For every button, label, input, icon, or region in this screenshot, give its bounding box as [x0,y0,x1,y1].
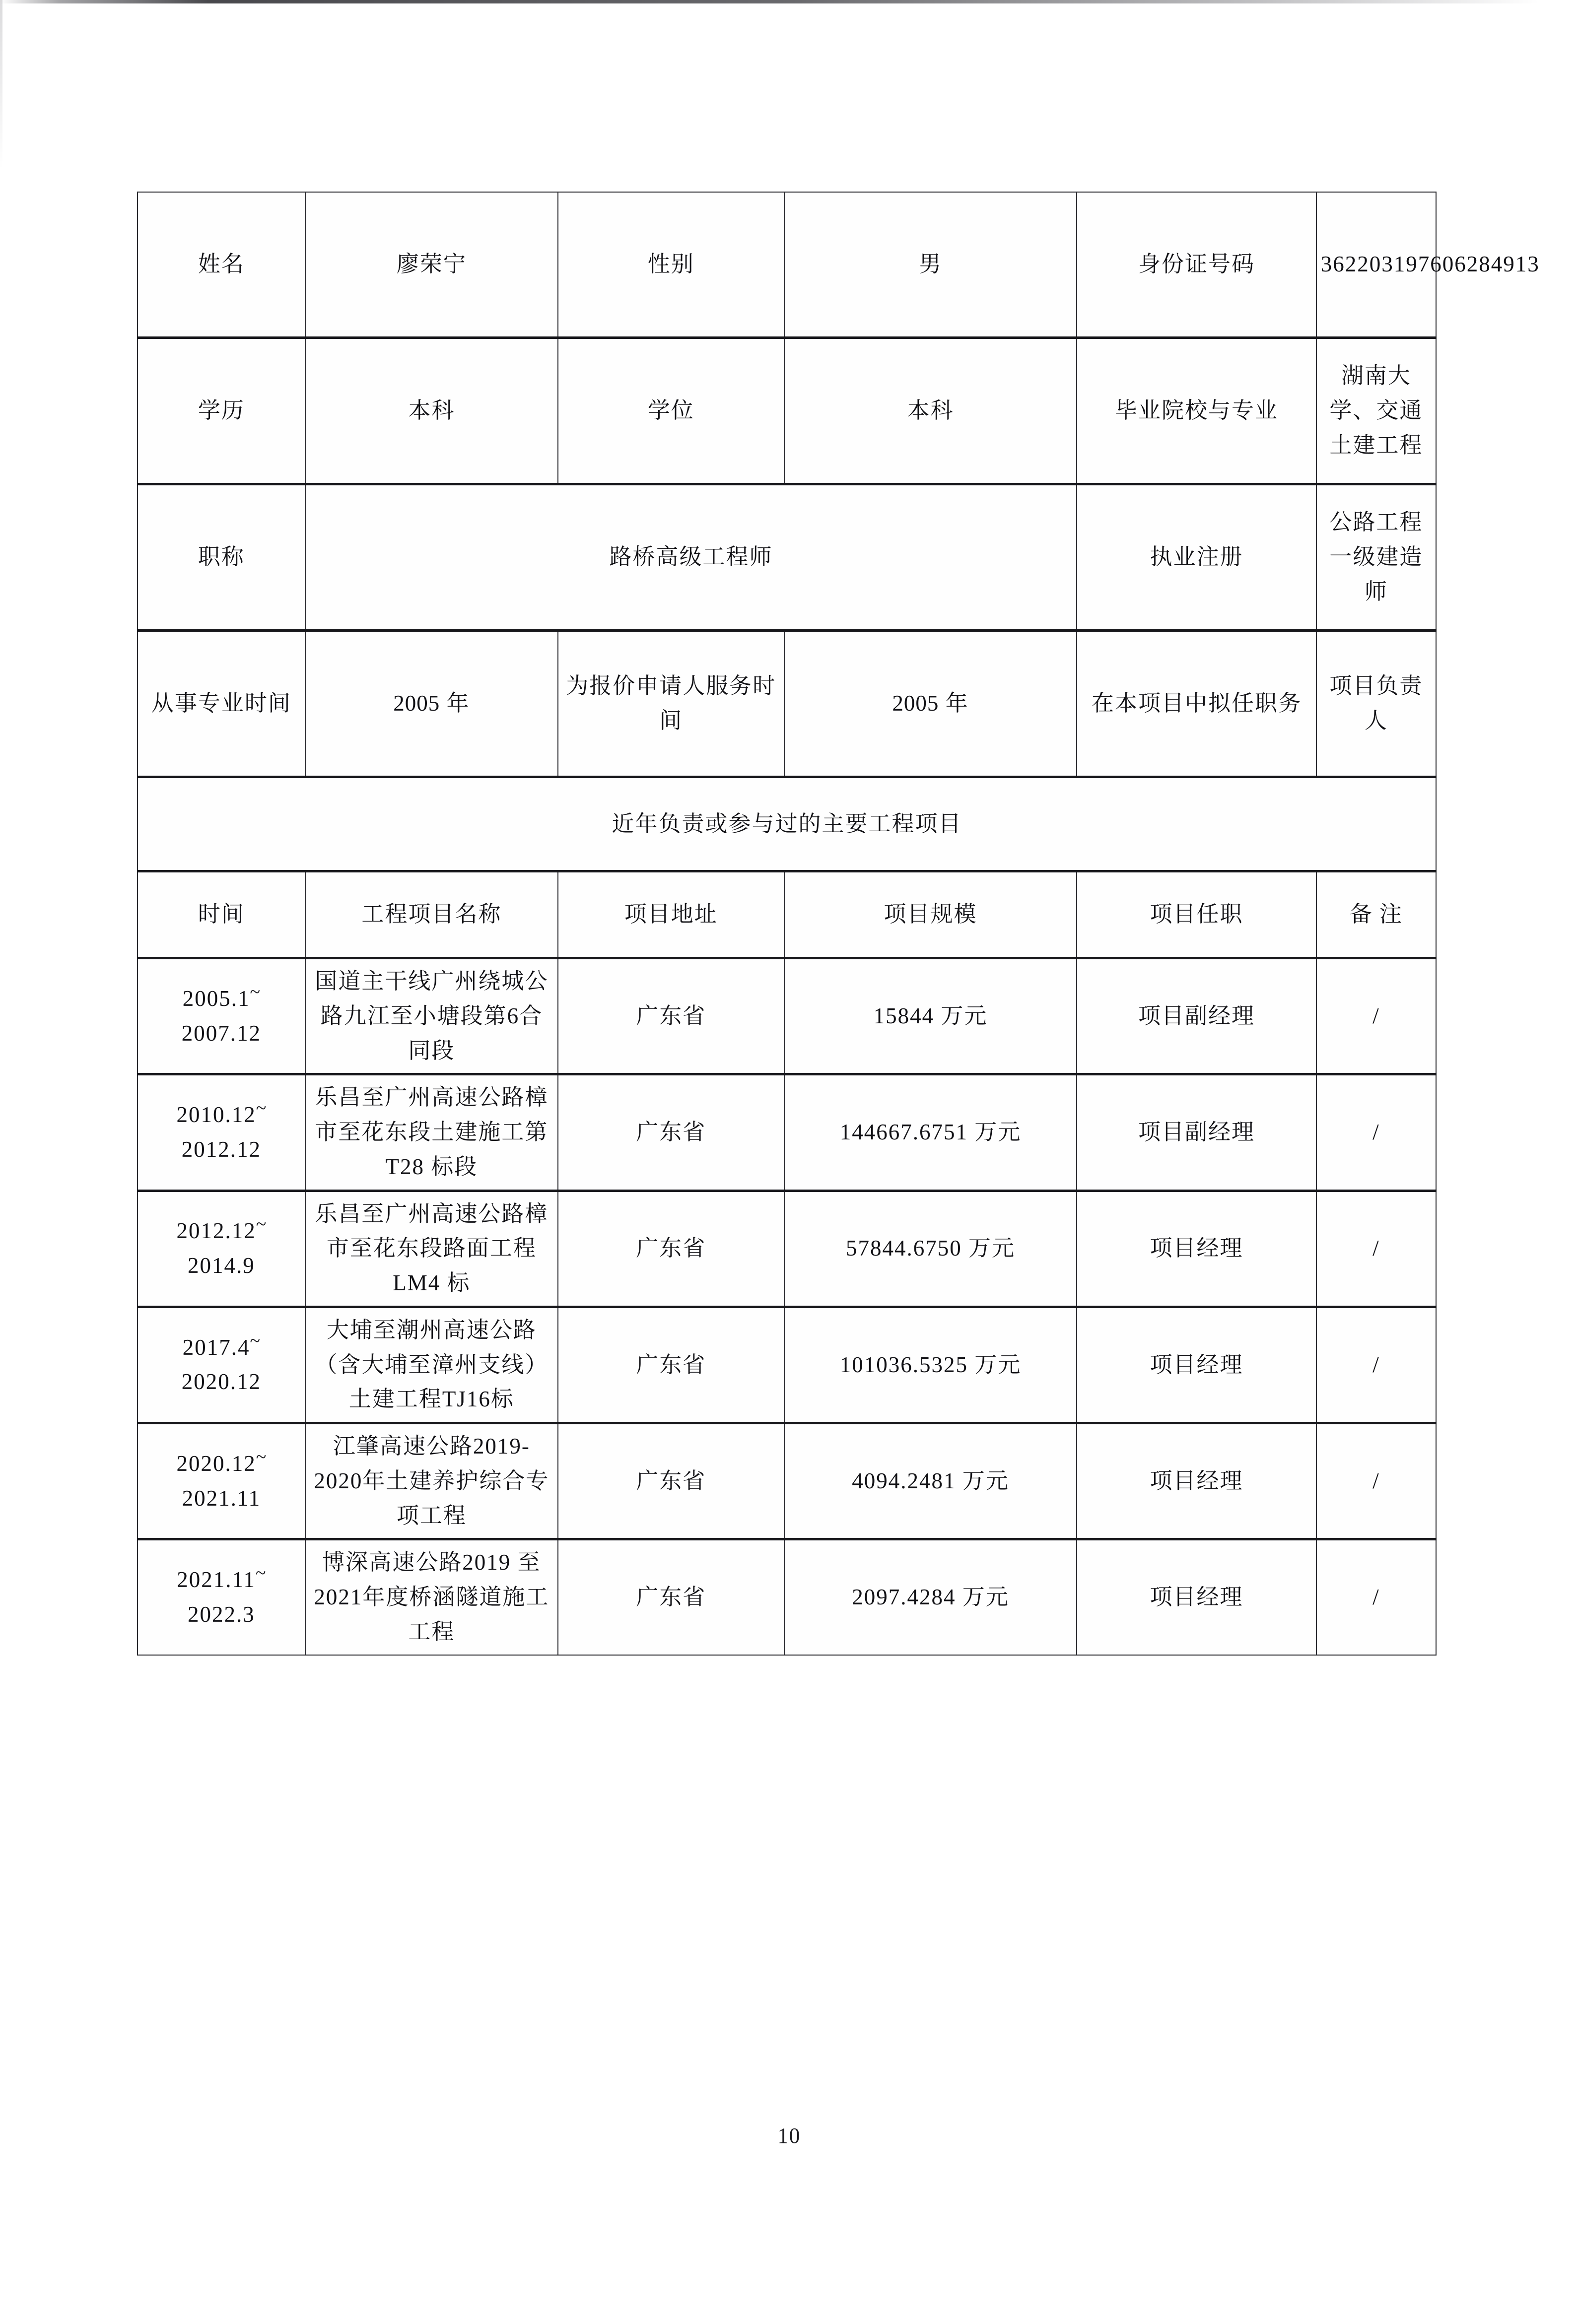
label-professional-title: 职称 [137,484,305,631]
value-degree: 本科 [784,338,1077,484]
value-registration: 公路工程一级建造师 [1316,484,1436,631]
cell-time: 2010.12~ 2012.12 [137,1074,305,1191]
label-name: 姓名 [137,192,305,338]
cell-role: 项目经理 [1077,1191,1316,1307]
cell-time: 2012.12~ 2014.9 [137,1191,305,1307]
cell-project-name: 乐昌至广州高速公路樟市至花东段土建施工第T28 标段 [305,1074,558,1191]
value-gender: 男 [784,192,1077,338]
label-service-time: 为报价申请人服务时间 [558,631,784,777]
cell-project-name: 江肇高速公路2019-2020年土建养护综合专项工程 [305,1423,558,1539]
cell-role: 项目副经理 [1077,1074,1316,1191]
cell-address: 广东省 [558,1539,784,1655]
cell-scale: 101036.5325 万元 [784,1307,1077,1423]
row-projects-header [137,871,1436,958]
cell-address: 广东省 [558,958,784,1074]
cell-address: 广东省 [558,1074,784,1191]
cell-time: 2005.1~ 2007.12 [137,958,305,1074]
col-header-address: 项目地址 [558,871,784,958]
table-row [137,1191,1436,1307]
cell-scale: 2097.4284 万元 [784,1539,1077,1655]
col-header-note: 备 注 [1316,871,1436,958]
col-header-role: 项目任职 [1077,871,1316,958]
row-projects-section-title [137,777,1436,871]
cell-note: / [1316,1307,1436,1423]
cell-scale: 144667.6751 万元 [784,1074,1077,1191]
page-number: 10 [777,2124,801,2148]
cell-role: 项目经理 [1077,1307,1316,1423]
cell-project-name: 大埔至潮州高速公路（含大埔至漳州支线）土建工程TJ16标 [305,1307,558,1423]
cell-note: / [1316,1423,1436,1539]
cell-scale: 57844.6750 万元 [784,1191,1077,1307]
row-experience [137,631,1436,777]
table-row [137,958,1436,1074]
value-name: 廖荣宁 [305,192,558,338]
table-row [137,1307,1436,1423]
cell-note: / [1316,958,1436,1074]
cell-project-name: 国道主干线广州绕城公路九江至小塘段第6合同段 [305,958,558,1074]
row-identity [137,192,1436,338]
cell-project-name: 博深高速公路2019 至 2021年度桥涵隧道施工工程 [305,1539,558,1655]
cell-note: / [1316,1074,1436,1191]
cell-time: 2017.4~ 2020.12 [137,1307,305,1423]
value-professional-title: 路桥高级工程师 [305,484,1077,631]
row-professional-title [137,484,1436,631]
cell-address: 广东省 [558,1423,784,1539]
label-school-major: 毕业院校与专业 [1077,338,1316,484]
label-registration: 执业注册 [1077,484,1316,631]
label-years-in-profession: 从事专业时间 [137,631,305,777]
cell-note: / [1316,1191,1436,1307]
cell-project-name: 乐昌至广州高速公路樟市至花东段路面工程 LM4 标 [305,1191,558,1307]
cell-time: 2020.12~ 2021.11 [137,1423,305,1539]
cell-scale: 4094.2481 万元 [784,1423,1077,1539]
row-education [137,338,1436,484]
projects-section-title: 近年负责或参与过的主要工程项目 [137,777,1436,871]
value-service-time: 2005 年 [784,631,1077,777]
cell-address: 广东省 [558,1191,784,1307]
cell-role: 项目经理 [1077,1539,1316,1655]
table-row [137,1539,1436,1655]
cell-scale: 15844 万元 [784,958,1077,1074]
cell-address: 广东省 [558,1307,784,1423]
col-header-scale: 项目规模 [784,871,1077,958]
label-degree: 学位 [558,338,784,484]
value-school-major: 湖南大学、交通土建工程 [1316,338,1436,484]
label-education: 学历 [137,338,305,484]
value-id-number: 362203197606284913 [1316,192,1436,338]
value-years-in-profession: 2005 年 [305,631,558,777]
table-row [137,1074,1436,1191]
label-gender: 性别 [558,192,784,338]
cell-time: 2021.11~ 2022.3 [137,1539,305,1655]
table-row [137,1423,1436,1539]
label-id-number: 身份证号码 [1077,192,1316,338]
col-header-project-name: 工程项目名称 [305,871,558,958]
cell-role: 项目副经理 [1077,958,1316,1074]
value-proposed-role: 项目负责人 [1316,631,1436,777]
cell-role: 项目经理 [1077,1423,1316,1539]
personnel-resume-table [137,192,1540,1656]
col-header-time: 时间 [137,871,305,958]
cell-note: / [1316,1539,1436,1655]
value-education: 本科 [305,338,558,484]
label-proposed-role: 在本项目中拟任职务 [1077,631,1316,777]
